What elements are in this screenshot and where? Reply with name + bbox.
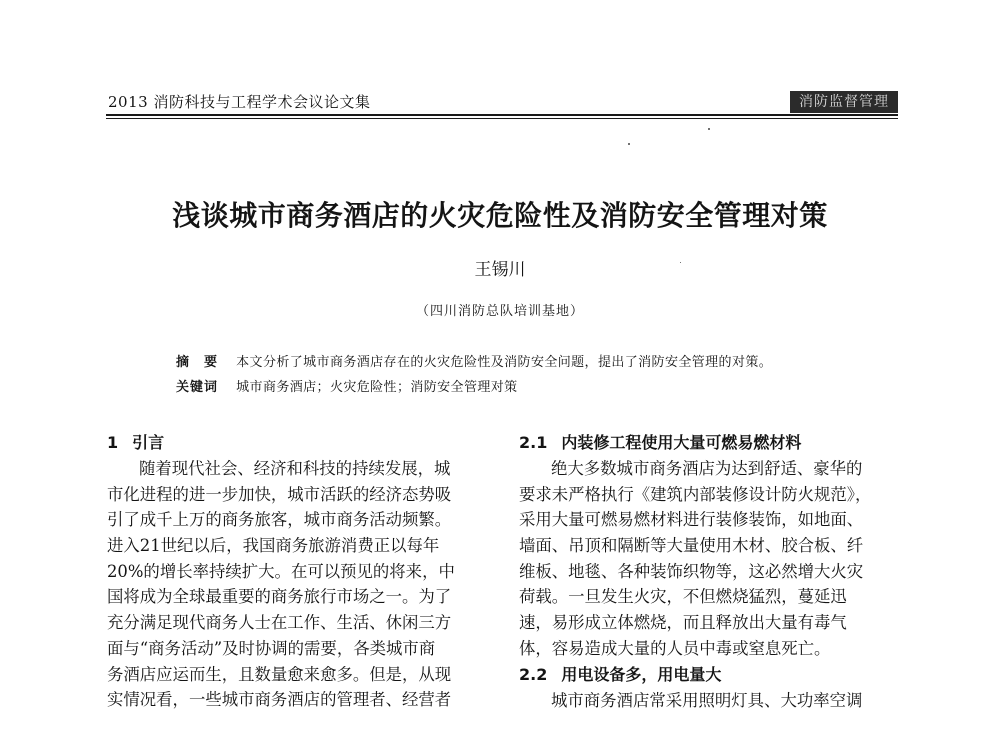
section-badge: 消防监督管理 bbox=[790, 91, 898, 113]
body-line: 速，易形成立体燃烧，而且释放出大量有毒气 bbox=[519, 613, 847, 633]
body-line: 采用大量可燃易燃材料进行装修装饰，如地面、 bbox=[519, 510, 864, 530]
keywords-text: 城市商务酒店；火灾危险性；消防安全管理对策 bbox=[236, 380, 518, 395]
subsection-number: 2.2 bbox=[519, 664, 548, 684]
paper-title: 浅谈城市商务酒店的火灾危险性及消防安全管理对策 bbox=[172, 199, 828, 232]
subsection-heading-2-1 bbox=[519, 430, 899, 456]
abstract-text: 本文分析了城市商务酒店存在的火灾危险性及消防安全问题，提出了消防安全管理的对策。 bbox=[236, 355, 773, 370]
header-rule bbox=[106, 114, 898, 116]
subsection-title: 内装修工程使用大量可燃易燃材料 bbox=[561, 433, 802, 452]
abstract-row bbox=[176, 353, 772, 373]
body-line: 随着现代社会、经济和科技的持续发展，城 bbox=[139, 459, 451, 478]
running-header-proceedings: 2013 消防科技与工程学术会议论文集 bbox=[108, 93, 371, 111]
right-column bbox=[519, 430, 899, 713]
author-affiliation: （四川消防总队培训基地） bbox=[415, 304, 584, 319]
body-line: 要求未严格执行《建筑内部装修设计防火规范》， bbox=[519, 484, 872, 504]
body-line: 务酒店应运而生，且数量愈来愈多。但是，从现 bbox=[107, 664, 452, 684]
section-number: 1 bbox=[107, 433, 119, 452]
left-column bbox=[107, 430, 487, 713]
subsection-title: 用电设备多，用电量大 bbox=[561, 664, 722, 684]
body-line: 实情况看，一些城市商务酒店的管理者、经营者 bbox=[107, 690, 452, 710]
body-line: 体，容易造成大量的人员中毒或窒息死亡。 bbox=[519, 638, 831, 658]
keywords-label: 关键词 bbox=[176, 380, 219, 395]
subsection-heading-2-2 bbox=[519, 662, 899, 688]
body-line: 充分满足现代商务人士在工作、生活、休闲三方 bbox=[107, 613, 452, 633]
body-line: 城市商务酒店常采用照明灯具、大功率空调 bbox=[551, 690, 863, 710]
body-line: 荷载。一旦发生火灾，不但燃烧猛烈，蔓延迅 bbox=[519, 587, 847, 607]
scan-speck bbox=[708, 128, 710, 130]
subsection-number: 2.1 bbox=[519, 433, 548, 452]
body-line: 国将成为全球最重要的商务旅行市场之一。为了 bbox=[107, 587, 452, 607]
header-rule-thin bbox=[106, 118, 898, 119]
body-line: 市化进程的进一步加快，城市活跃的经济态势吸 bbox=[107, 484, 452, 504]
body-line: 绝大多数城市商务酒店为达到舒适、豪华的 bbox=[551, 459, 863, 478]
body-line: 进入21世纪以后，我国商务旅游消费正以每年 bbox=[107, 536, 440, 556]
body-line: 20%的增长率持续扩大。在可以预见的将来，中 bbox=[107, 561, 455, 581]
abstract-label: 摘 要 bbox=[176, 355, 219, 370]
scan-speck bbox=[628, 143, 630, 145]
body-line: 墙面、吊顶和隔断等大量使用木材、胶合板、纤 bbox=[519, 536, 864, 556]
section-heading-introduction bbox=[107, 430, 487, 456]
paper-author: 王锡川 bbox=[474, 260, 526, 280]
keywords-row bbox=[176, 378, 518, 398]
body-line: 面与“商务活动”及时协调的需要，各类城市商 bbox=[107, 638, 436, 658]
section-title: 引言 bbox=[132, 433, 165, 452]
body-line: 维板、地毯、各种装饰织物等，这必然增大火灾 bbox=[519, 561, 864, 581]
body-line: 引了成千上万的商务旅客，城市商务活动频繁。 bbox=[107, 510, 452, 530]
